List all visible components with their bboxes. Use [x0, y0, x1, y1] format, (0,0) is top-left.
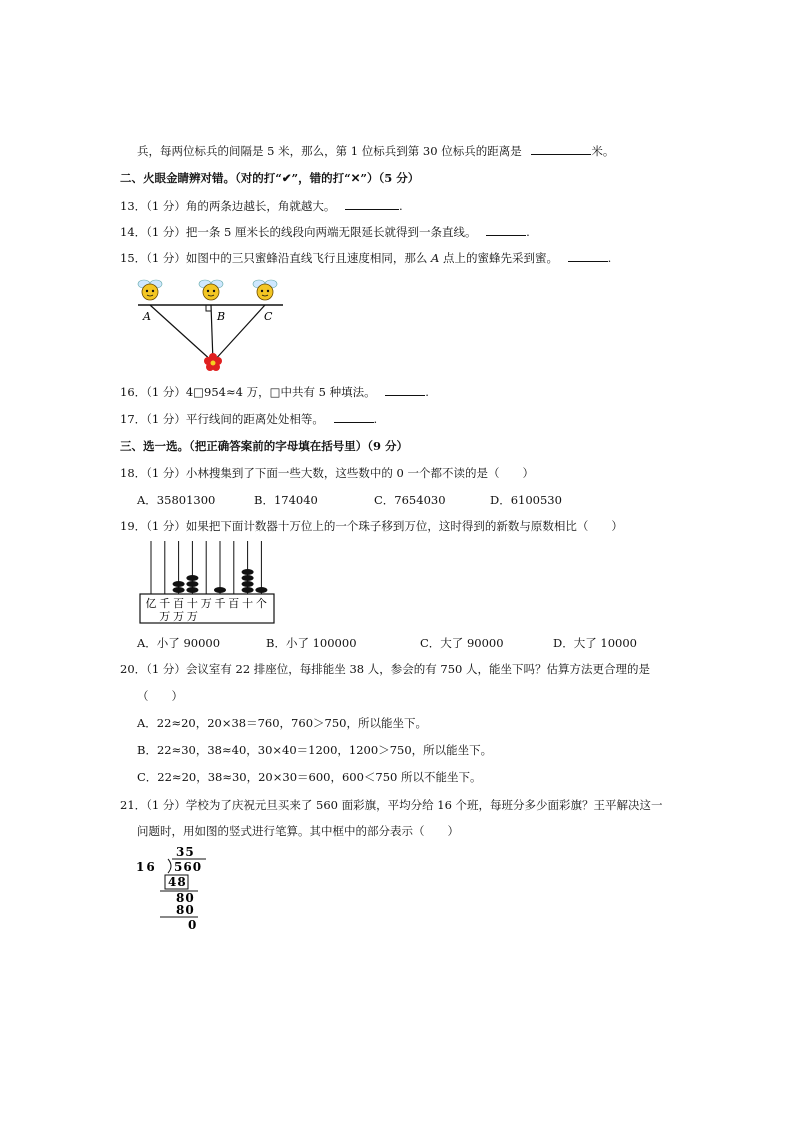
option-a[interactable]: A．35801300	[137, 493, 216, 507]
question-13: 13．（1 分）角的两条边越长，角就越大。 .	[120, 199, 403, 213]
question-20: 20．（1 分）会议室有 22 排座位，每排能坐 38 人，参会的有 750 人，能坐下吗？估算方法更合理的是	[120, 662, 651, 676]
right-angle-mark	[206, 305, 211, 311]
bee-icon	[199, 280, 223, 300]
place-label: 百	[228, 597, 240, 610]
question-16: 16．（1 分）4□954≈4 万，□中共有 5 种填法。 .	[120, 385, 429, 399]
abacus-bead[interactable]	[186, 581, 198, 587]
option-a[interactable]: A．小了 90000	[137, 636, 221, 650]
division-bracket	[168, 859, 171, 873]
place-label: 万	[186, 610, 198, 623]
section-title: 三、选一选。（把正确答案前的字母填在括号里）（9 分）	[120, 439, 409, 453]
question-21-line1: 21．（1 分）学校为了庆祝元旦买来了 560 面彩旗，平均分给 16 个班，每班分多少面彩旗？王平解决这一	[120, 798, 663, 812]
remainder: 0	[188, 918, 197, 932]
option-c[interactable]: C．7654030	[374, 493, 446, 507]
long-division	[132, 845, 212, 935]
question-14: 14．（1 分）把一条 5 厘米长的线段向两端无限延长就得到一条直线。 .	[120, 225, 530, 239]
question-19: 19．（1 分）如果把下面计数器十万位上的一个珠子移到万位，这时得到的新数与原数相比（ ）	[120, 519, 623, 533]
quotient: 35	[176, 845, 195, 859]
abacus-bead[interactable]	[186, 575, 198, 581]
answer-parentheses: （ ）	[137, 689, 183, 703]
intro-line: 兵，每两位标兵的间隔是 5 米，那么，第 1 位标兵到第 30 位标兵的距离是 米。	[137, 144, 615, 158]
question-18: 18．（1 分）小林搜集到了下面一些大数，这些数中的 0 一个都不读的是（ ）	[120, 466, 534, 480]
label-a: A	[143, 310, 151, 323]
abacus-bead[interactable]	[186, 587, 198, 593]
place-label: 万	[173, 610, 185, 623]
dividend: 560	[174, 860, 203, 874]
option-d[interactable]: D．6100530	[490, 493, 562, 507]
divisor: 16	[136, 860, 157, 874]
answer-blank[interactable]	[345, 198, 399, 210]
option-d[interactable]: D．大了 10000	[553, 636, 637, 650]
counting-frame	[138, 541, 278, 625]
section-title: 二、火眼金睛辨对错。（对的打“✔”，错的打“✕”）（5 分）	[120, 171, 420, 185]
abacus-bead[interactable]	[242, 575, 254, 581]
segment-a	[150, 305, 213, 362]
abacus-bead[interactable]	[173, 581, 185, 587]
place-label: 千	[214, 597, 226, 610]
option-c[interactable]: C．大了 90000	[420, 636, 504, 650]
place-label: 十	[186, 597, 198, 610]
answer-blank[interactable]	[334, 411, 374, 423]
option-b[interactable]: B．174040	[254, 493, 318, 507]
place-label: 百	[173, 597, 185, 610]
place-label: 个	[255, 597, 267, 610]
abacus-bead[interactable]	[214, 587, 226, 593]
place-label: 千	[159, 597, 171, 610]
answer-blank[interactable]	[531, 143, 591, 155]
abacus-bead[interactable]	[242, 569, 254, 575]
bee-icon	[253, 280, 277, 300]
place-label: 亿	[145, 597, 157, 610]
abacus-bead[interactable]	[242, 581, 254, 587]
abacus-bead[interactable]	[173, 587, 185, 593]
answer-blank[interactable]	[568, 250, 608, 262]
answer-blank[interactable]	[486, 224, 526, 236]
label-b: B	[217, 310, 226, 323]
bee-figure	[128, 278, 288, 373]
question-17: 17．（1 分）平行线间的距离处处相等。 .	[120, 412, 378, 426]
question-15: 15．（1 分）如图中的三只蜜蜂沿直线飞行且速度相同，那么 A 点上的蜜蜂先采到蜜。 .	[120, 251, 612, 265]
bee-icon	[138, 280, 162, 300]
option-c[interactable]: C．22≈20，38≈30，20×30＝600，600＜750 所以不能坐下。	[137, 770, 482, 784]
place-label: 万	[200, 597, 212, 610]
place-label: 万	[159, 610, 171, 623]
abacus-bead[interactable]	[242, 587, 254, 593]
abacus-bead[interactable]	[255, 587, 267, 593]
step-3: 80	[176, 903, 195, 917]
step-2: 80	[176, 891, 195, 905]
step-1: 48	[168, 875, 187, 889]
place-label: 十	[242, 597, 254, 610]
label-c: C	[264, 310, 273, 323]
option-b[interactable]: B．22≈30，38≈40，30×40＝1200，1200＞750，所以能坐下。	[137, 743, 493, 757]
answer-blank[interactable]	[385, 384, 425, 396]
option-b[interactable]: B．小了 100000	[266, 636, 357, 650]
question-21-line2: 问题时，用如图的竖式进行笔算。其中框中的部分表示（ ）	[137, 824, 459, 838]
option-a[interactable]: A．22≈20，20×38＝760，760＞750，所以能坐下。	[137, 716, 427, 730]
